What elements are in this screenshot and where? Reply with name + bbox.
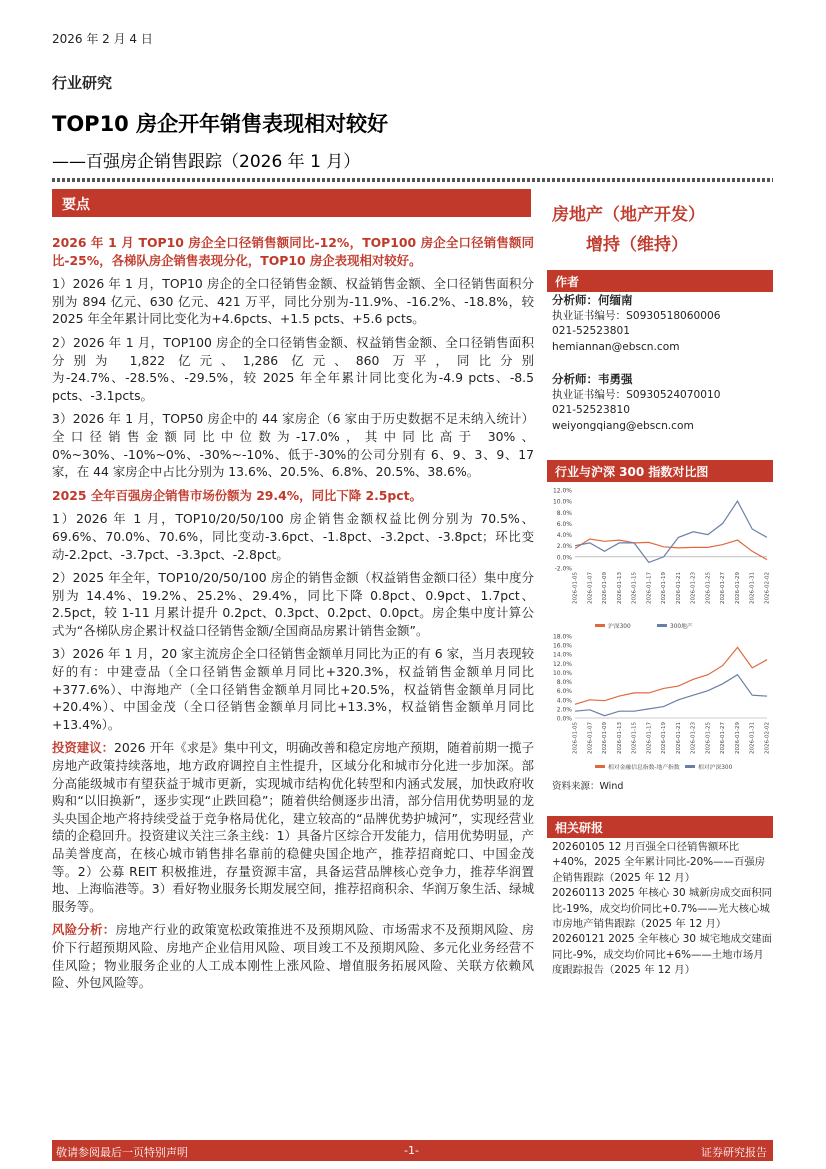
analyst-2-name: 分析师：韦勇强 — [552, 372, 633, 386]
y-tick-label: 0.0% — [556, 554, 572, 562]
legend-swatch — [685, 765, 695, 768]
x-tick-label: 2026-01-29 — [734, 722, 741, 754]
x-tick-label: 2026-01-31 — [749, 722, 756, 754]
y-tick-label: 2.0% — [556, 543, 572, 551]
x-tick-label: 2026-02-02 — [764, 572, 771, 604]
report-title: TOP10 房企开年销售表现相对较好 — [52, 112, 389, 136]
chart-industry-vs-hs300-2 — [547, 630, 773, 775]
analyst-1-email[interactable]: hemiannan@ebscn.com — [552, 340, 680, 353]
x-tick-label: 2026-01-17 — [646, 572, 653, 604]
analyst-2-phone: 021-52523810 — [552, 404, 630, 417]
chart-label: 行业与沪深 300 指数对比图 — [555, 465, 709, 479]
x-tick-label: 2026-01-13 — [616, 722, 623, 754]
y-tick-label: 14.0% — [552, 651, 572, 659]
page-number: -1- — [404, 1144, 419, 1157]
legend-label: 沪深300 — [608, 624, 631, 630]
x-tick-label: 2026-01-25 — [705, 572, 712, 604]
sector-name: 房地产（地产开发） — [552, 205, 705, 225]
analyst-1-cert: 执业证书编号：S0930518060006 — [552, 309, 721, 322]
x-tick-label: 2026-01-19 — [661, 722, 668, 754]
y-tick-label: 10.0% — [552, 498, 572, 506]
chart-header — [547, 460, 773, 482]
keypoints-header — [52, 189, 531, 217]
risk-analysis — [52, 921, 534, 991]
x-tick-label: 2026-01-09 — [602, 722, 609, 754]
risk-label: 风险分析： — [52, 922, 116, 938]
highlight-2: 2025 全年百强房企销售市场份额为 29.4%，同比下降 2.5pct。 — [52, 487, 422, 503]
analyst-2-email[interactable]: weiyongqiang@ebscn.com — [552, 419, 694, 432]
authors-header — [547, 270, 773, 292]
related-reports — [552, 840, 774, 979]
x-tick-label: 2026-01-23 — [690, 572, 697, 604]
y-tick-label: 4.0% — [556, 532, 572, 540]
paragraph-6: 3）2026 年 1 月，20 家主流房企全口径销售金额单月同比为正的有 6 家，当月表现较好的有：中建壹品（全口径销售金额单月同比+320.3%，权益销售金额单月同比+377.6%）、中海地产（全口径销售金额单月同比+20.5%，权益销售金额单月同比+20.4%）、中国金茂（全口径销售金额单月同比+13.3%，权益销售金额单月同比+13.4%）。 — [52, 646, 534, 732]
x-tick-label: 2026-01-25 — [705, 722, 712, 754]
series-line-2 — [575, 675, 767, 716]
legend-label: 相对金融信息指数-地产指数 — [608, 765, 680, 771]
paragraph-4: 1）2026 年 1 月，TOP10/20/50/100 房企销售金额权益比例分别为 70.5%、69.6%、70.0%、70.6%，同比变动-3.6pct、-1.8pct、-3.2pct、-3.8pct；环比变动-2.2pct、-3.7pct、-3.3pct、-2.8pct。 — [52, 511, 534, 562]
x-tick-label: 2026-01-09 — [602, 572, 609, 604]
x-tick-label: 2026-01-29 — [734, 572, 741, 604]
paragraph-3: 3）2026 年 1 月，TOP50 房企中的 44 家房企（6 家由于历史数据不足未纳入统计）全口径销售金额同比中位数为-17.0%，其中同比高于 30%、0%~30%、-10%~0%、-30%~-10%、低于-30%的公司分别有 6、9、3、9、17 家，在 44 家房企中占比分别为 13.6%、20.5%、6.8%、20.5%、38.6%。 — [52, 411, 534, 480]
keypoints-label: 要点 — [62, 197, 90, 213]
related-report-3[interactable]: 20260121 2025 全年核心 30 城宅地成交建面同比-9%，成交均价同比+6%——土地市场月度跟踪报告（2025 年 12 月） — [552, 933, 773, 977]
x-tick-label: 2026-01-21 — [675, 572, 682, 604]
legend-label: 相对沪深300 — [698, 765, 733, 771]
footer-disclaimer: 敬请参阅最后一页特别声明 — [56, 1146, 188, 1159]
x-tick-label: 2026-01-15 — [631, 722, 638, 754]
x-tick-label: 2026-01-15 — [631, 572, 638, 604]
y-tick-label: 18.0% — [552, 633, 572, 641]
analyst-1-name: 分析师：何缅南 — [552, 293, 633, 307]
x-tick-label: 2026-01-19 — [661, 572, 668, 604]
report-category: 行业研究 — [52, 74, 113, 92]
y-tick-label: 8.0% — [556, 509, 572, 517]
y-tick-label: -2.0% — [554, 565, 572, 573]
y-tick-label: 6.0% — [556, 688, 572, 696]
highlight-1: 2026 年 1 月 TOP10 房企全口径销售额同比-12%，TOP100 房企全口径销售额同比-25%，各梯队房企销售表现分化，TOP10 房企表现相对较好。 — [52, 235, 534, 268]
page-footer — [52, 1140, 773, 1161]
y-tick-label: 2.0% — [556, 706, 572, 714]
legend-swatch — [595, 765, 605, 768]
paragraph-2: 2）2026 年 1 月，TOP100 房企的全口径销售金额、权益销售金额、全口径销售面积分别为 1,822 亿元、1,286 亿元、860 万平，同比分别为-24.7%、-28.5%、-29.5%，较 2025 年全年累计同比变化为-4.9 pcts、-8.5 pcts、-3.1pcts。 — [52, 334, 534, 403]
related-report-2[interactable]: 20260113 2025 年核心 30 城新房成交面积同比-19%，成交均价同比+0.7%——光大核心城市房地产销售跟踪（2025 年 12 月） — [552, 887, 773, 931]
related-label: 相关研报 — [555, 821, 604, 835]
y-tick-label: 12.0% — [552, 487, 572, 495]
investment-label: 投资建议： — [52, 740, 115, 756]
x-tick-label: 2026-01-07 — [587, 572, 594, 604]
dotted-divider — [52, 178, 773, 182]
x-tick-label: 2026-01-05 — [572, 572, 579, 604]
risk-text: 房地产行业的政策宽松政策推进不及预期风险、市场需求不及预期风险、房价下行超预期风险、房地产企业信用风险、项目竣工不及预期风险、多元化业务经营不佳风险；物业服务企业的人工成本刚性上涨风险、增值服务拓展风险、关联方依赖风险、外包风险等。 — [52, 922, 535, 991]
x-tick-label: 2026-01-17 — [646, 722, 653, 754]
sector-rating: 增持（维持） — [586, 235, 688, 255]
x-tick-label: 2026-02-02 — [764, 722, 771, 754]
analyst-2-cert: 执业证书编号：S0930524070010 — [552, 388, 721, 401]
series-line-1 — [575, 539, 767, 560]
legend-swatch — [657, 624, 667, 627]
y-tick-label: 0.0% — [556, 715, 572, 723]
investment-advice — [52, 739, 534, 915]
legend-swatch — [595, 624, 605, 627]
paragraph-1: 1）2026 年 1 月，TOP10 房企的全口径销售金额、权益销售金额、全口径销售面积分别为 894 亿元、630 亿元、421 万平，同比分别为-11.9%、-16.2%、-18.8%，较 2025 年全年累计同比变化为+4.6pcts、+1.5 pcts、+5.6 pcts。 — [52, 276, 534, 327]
report-date: 2026 年 2 月 4 日 — [52, 32, 153, 46]
main-body — [52, 234, 534, 998]
y-tick-label: 6.0% — [556, 520, 572, 528]
series-line-2 — [575, 501, 767, 562]
x-tick-label: 2026-01-27 — [720, 722, 727, 754]
x-tick-label: 2026-01-07 — [587, 722, 594, 754]
x-tick-label: 2026-01-13 — [616, 572, 623, 604]
chart-source: 资料来源：Wind — [552, 781, 624, 792]
related-header — [547, 816, 773, 838]
x-tick-label: 2026-01-27 — [720, 572, 727, 604]
x-tick-label: 2026-01-23 — [690, 722, 697, 754]
y-tick-label: 8.0% — [556, 679, 572, 687]
authors-label: 作者 — [555, 275, 580, 289]
x-tick-label: 2026-01-05 — [572, 722, 579, 754]
report-subtitle: ——百强房企销售跟踪（2026 年 1 月） — [52, 152, 361, 172]
footer-report-type: 证券研究报告 — [701, 1146, 767, 1159]
analyst-2 — [552, 372, 721, 434]
paragraph-5: 2）2025 年全年，TOP10/20/50/100 房企的销售金额（权益销售金额口径）集中度分别为 14.4%、19.2%、25.2%、29.4%，同比下降 0.8pct、0.9pct、1.7pct、2.5pct，较 1-11 月累计提升 0.2pct、0.3pct、0.2pct、0.0pct。房企集中度计算公式为“各梯队房企累计权益口径销售金额/全国商品房累计销售金额”。 — [52, 570, 534, 638]
y-tick-label: 12.0% — [552, 660, 572, 668]
y-tick-label: 4.0% — [556, 697, 572, 705]
investment-text: 2026 开年《求是》集中刊文，明确改善和稳定房地产预期，随着前期一揽子房地产政策持续落地，地方政府调控自主性提升，区域分化和城市分化进一步加深。部分高能级城市有望获益于城市更新，实现城市结构优化转型和内涵式发展，加快政府收购和“以旧换新”，逐步实现“止跌回稳”；随着供给侧逐步出清，部分信用优势明显的龙头央国企地产将持续受益于竞争格局优化，建立较高的“品牌优势护城河”，实现经营业绩的企稳回升。投资建议关注三条主线：1）具备片区综合开发能力，信用优势明显，产品美誉度高，在核心城市销售排名靠前的稳健央国企地产，推荐招商蛇口、中国金茂等。2）公募 REIT 积极推进，存量资源丰富，具备运营品牌核心竞争力，推荐华润置地、上海临港等。3）看好物业服务长期发展空间，推荐招商积余、华润万象生活、绿城服务等。 — [52, 740, 535, 914]
x-tick-label: 2026-01-31 — [749, 572, 756, 604]
legend-label: 300地产 — [670, 624, 693, 630]
analyst-1 — [552, 293, 721, 355]
x-tick-label: 2026-01-21 — [675, 722, 682, 754]
analyst-1-phone: 021-52523801 — [552, 325, 630, 338]
y-tick-label: 10.0% — [552, 669, 572, 677]
chart-industry-vs-hs300-1 — [547, 484, 773, 634]
y-tick-label: 16.0% — [552, 642, 572, 650]
related-report-1[interactable]: 20260105 12 月百强全口径销售额环比+40%，2025 全年累计同比-20%——百强房企销售跟踪（2025 年 12 月） — [552, 841, 766, 884]
